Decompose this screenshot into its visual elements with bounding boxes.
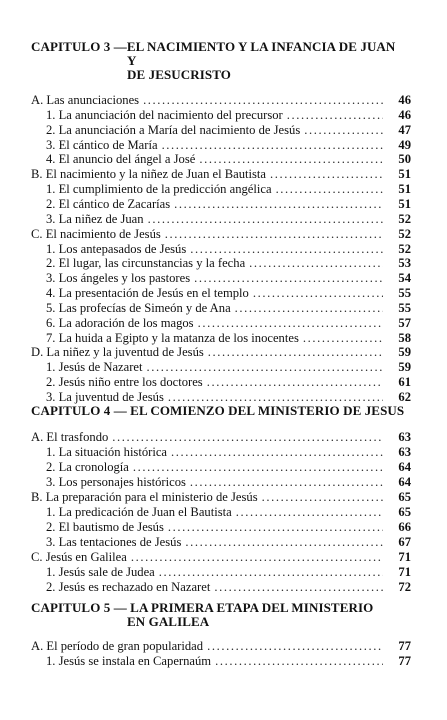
dot-leader — [190, 242, 383, 256]
page-number: 57 — [398, 315, 411, 330]
page-number: 61 — [398, 375, 411, 390]
toc-entry — [0, 375, 447, 389]
toc-entry — [0, 535, 447, 549]
toc-entry — [0, 316, 447, 330]
section-label: A. El período de gran popularidad — [31, 639, 204, 653]
page-number: 71 — [398, 565, 411, 579]
page-number: 47 — [398, 122, 411, 137]
page-number: 59 — [398, 360, 411, 375]
section-label: C. Jesús en Galilea — [31, 550, 127, 564]
subsection-label: 1. Los antepasados de Jesús — [46, 241, 187, 256]
chapter-3-heading — [31, 40, 411, 82]
subsection-label: 3. Las tentaciones de Jesús — [46, 535, 182, 549]
toc-entry — [0, 490, 447, 504]
toc-entry — [0, 345, 447, 359]
section-label: B. La preparación para el ministerio de Jesús — [31, 490, 258, 504]
subsection-label: 2. La cronología — [46, 460, 129, 474]
dot-leader — [262, 490, 383, 504]
toc-entry — [0, 580, 447, 594]
chapter-5-title-line2: EN GALILEA — [127, 614, 210, 629]
page-number: 51 — [398, 182, 411, 197]
dot-leader — [143, 93, 383, 107]
toc-entry — [0, 301, 447, 315]
dot-leader — [165, 227, 383, 241]
chapter-3-title-line2: Y — [127, 53, 137, 68]
dot-leader — [112, 430, 383, 444]
page-number: 77 — [398, 654, 411, 668]
toc-entry — [0, 430, 447, 444]
section-label: C. El nacimiento de Jesús — [31, 226, 161, 241]
dot-leader — [207, 639, 383, 653]
page-number: 66 — [398, 520, 411, 534]
toc-entry — [0, 197, 447, 211]
chapter-3-title-line3: DE JESUCRISTO — [127, 67, 232, 82]
page-number: 49 — [398, 137, 411, 152]
dot-leader — [249, 256, 383, 270]
subsection-label: 1. La anunciación del nacimiento del precursor — [46, 107, 283, 122]
toc-entry — [0, 271, 447, 285]
toc-entry — [0, 256, 447, 270]
page-number: 52 — [398, 211, 411, 226]
toc-entry — [0, 108, 447, 122]
page-number: 53 — [398, 256, 411, 271]
toc-entry — [0, 550, 447, 564]
subsection-label: 1. Jesús de Nazaret — [46, 360, 143, 375]
subsection-label: 4. La presentación de Jesús en el templo — [46, 286, 249, 301]
dot-leader — [171, 445, 383, 459]
subsection-label: 1. Jesús se instala en Capernaúm — [46, 654, 212, 668]
toc-entry — [0, 227, 447, 241]
dot-leader — [159, 565, 383, 579]
dot-leader — [215, 654, 383, 668]
subsection-label: 7. La huida a Egipto y la matanza de los inocentes — [46, 330, 299, 345]
subsection-label: 3. Los personajes históricos — [46, 475, 186, 489]
page-number: 52 — [398, 226, 411, 241]
dot-leader — [208, 345, 383, 359]
toc-entry — [0, 445, 447, 459]
page-number: 51 — [398, 167, 411, 182]
page-number: 65 — [398, 490, 411, 504]
dot-leader — [194, 271, 383, 285]
dot-leader — [174, 197, 383, 211]
dot-leader — [270, 167, 383, 181]
page-number: 67 — [398, 535, 411, 549]
toc-entry — [0, 182, 447, 196]
page-number: 62 — [398, 390, 411, 404]
page-number: 64 — [398, 460, 411, 474]
page-number: 59 — [398, 345, 411, 360]
toc-entry — [0, 639, 447, 653]
subsection-label: 2. Jesús niño entre los doctores — [46, 375, 203, 390]
subsection-label: 1. La predicación de Juan el Bautista — [46, 505, 232, 519]
dot-leader — [287, 108, 383, 122]
page-number: 55 — [398, 300, 411, 315]
page-number: 52 — [398, 241, 411, 256]
dot-leader — [214, 580, 383, 594]
page-number: 58 — [398, 330, 411, 345]
subsection-label: 1. Jesús sale de Judea — [46, 565, 155, 579]
dot-leader — [185, 535, 383, 549]
page-number: 64 — [398, 475, 411, 489]
page-number: 63 — [398, 430, 411, 444]
dot-leader — [236, 505, 383, 519]
subsection-label: 2. La anunciación a María del nacimiento de Jesús — [46, 122, 301, 137]
chapter-4-heading — [31, 404, 411, 418]
toc-entry — [0, 331, 447, 345]
dot-leader — [304, 123, 383, 137]
chapter-3-title-line1: CAPITULO 3 —EL NACIMIENTO Y LA INFANCIA DE JUAN — [31, 39, 396, 54]
page-number: 55 — [398, 286, 411, 301]
subsection-label: 3. Los ángeles y los pastores — [46, 271, 191, 286]
page-number: 63 — [398, 445, 411, 459]
page-number: 72 — [398, 580, 411, 594]
page-number: 46 — [398, 107, 411, 122]
toc-entry — [0, 138, 447, 152]
toc-entry — [0, 286, 447, 300]
subsection-label: 2. El cántico de Zacarías — [46, 196, 171, 211]
page-number: 71 — [398, 550, 411, 564]
subsection-label: 1. El cumplimiento de la predicción angélica — [46, 182, 272, 197]
section-label: A. El trasfondo — [31, 430, 109, 444]
subsection-label: 6. La adoración de los magos — [46, 315, 194, 330]
dot-leader — [148, 212, 383, 226]
section-label: A. Las anunciaciones — [31, 93, 140, 107]
chapter-4-title-line1: CAPITULO 4 — EL COMIENZO DEL MINISTERIO DE JESUS — [31, 403, 405, 418]
subsection-label: 2. El lugar, las circunstancias y la fecha — [46, 256, 246, 271]
page-number: 77 — [398, 639, 411, 653]
subsection-label: 5. Las profecías de Simeón y de Ana — [46, 300, 231, 315]
toc-entry — [0, 167, 447, 181]
subsection-label: 4. El anuncio del ángel a José — [46, 152, 196, 167]
section-label: D. La niñez y la juventud de Jesús — [31, 345, 204, 360]
toc-entry — [0, 93, 447, 107]
dot-leader — [162, 138, 383, 152]
subsection-label: 3. La niñez de Juan — [46, 211, 144, 226]
subsection-label: 2. El bautismo de Jesús — [46, 520, 164, 534]
dot-leader — [131, 550, 383, 564]
toc-entry — [0, 505, 447, 519]
toc-entry — [0, 242, 447, 256]
toc-entry — [0, 565, 447, 579]
dot-leader — [198, 316, 383, 330]
section-label: B. El nacimiento y la niñez de Juan el Bautista — [31, 167, 267, 182]
subsection-label: 3. La juventud de Jesús — [46, 390, 164, 404]
toc-entry — [0, 654, 447, 668]
dot-leader — [168, 390, 383, 404]
dot-leader — [303, 331, 383, 345]
dot-leader — [276, 182, 383, 196]
toc-entry — [0, 390, 447, 404]
subsection-label: 1. La situación histórica — [46, 445, 168, 459]
toc-entry — [0, 475, 447, 489]
page-number: 65 — [398, 505, 411, 519]
dot-leader — [190, 475, 383, 489]
page-number: 50 — [398, 152, 411, 167]
subsection-label: 2. Jesús es rechazado en Nazaret — [46, 580, 211, 594]
toc-entry — [0, 360, 447, 374]
toc-entry — [0, 460, 447, 474]
dot-leader — [147, 360, 383, 374]
dot-leader — [133, 460, 383, 474]
dot-leader — [199, 152, 383, 166]
chapter-5-title-line1: CAPITULO 5 — LA PRIMERA ETAPA DEL MINISTERIO — [31, 600, 374, 615]
page-number: 54 — [398, 271, 411, 286]
dot-leader — [168, 520, 383, 534]
dot-leader — [235, 301, 383, 315]
dot-leader — [207, 375, 383, 389]
toc-entry — [0, 123, 447, 137]
dot-leader — [253, 286, 383, 300]
toc-entry — [0, 152, 447, 166]
toc-entry — [0, 520, 447, 534]
chapter-5-heading — [31, 601, 411, 629]
page-number: 51 — [398, 196, 411, 211]
page-number: 46 — [398, 93, 411, 107]
subsection-label: 3. El cántico de María — [46, 137, 158, 152]
toc-entry — [0, 212, 447, 226]
